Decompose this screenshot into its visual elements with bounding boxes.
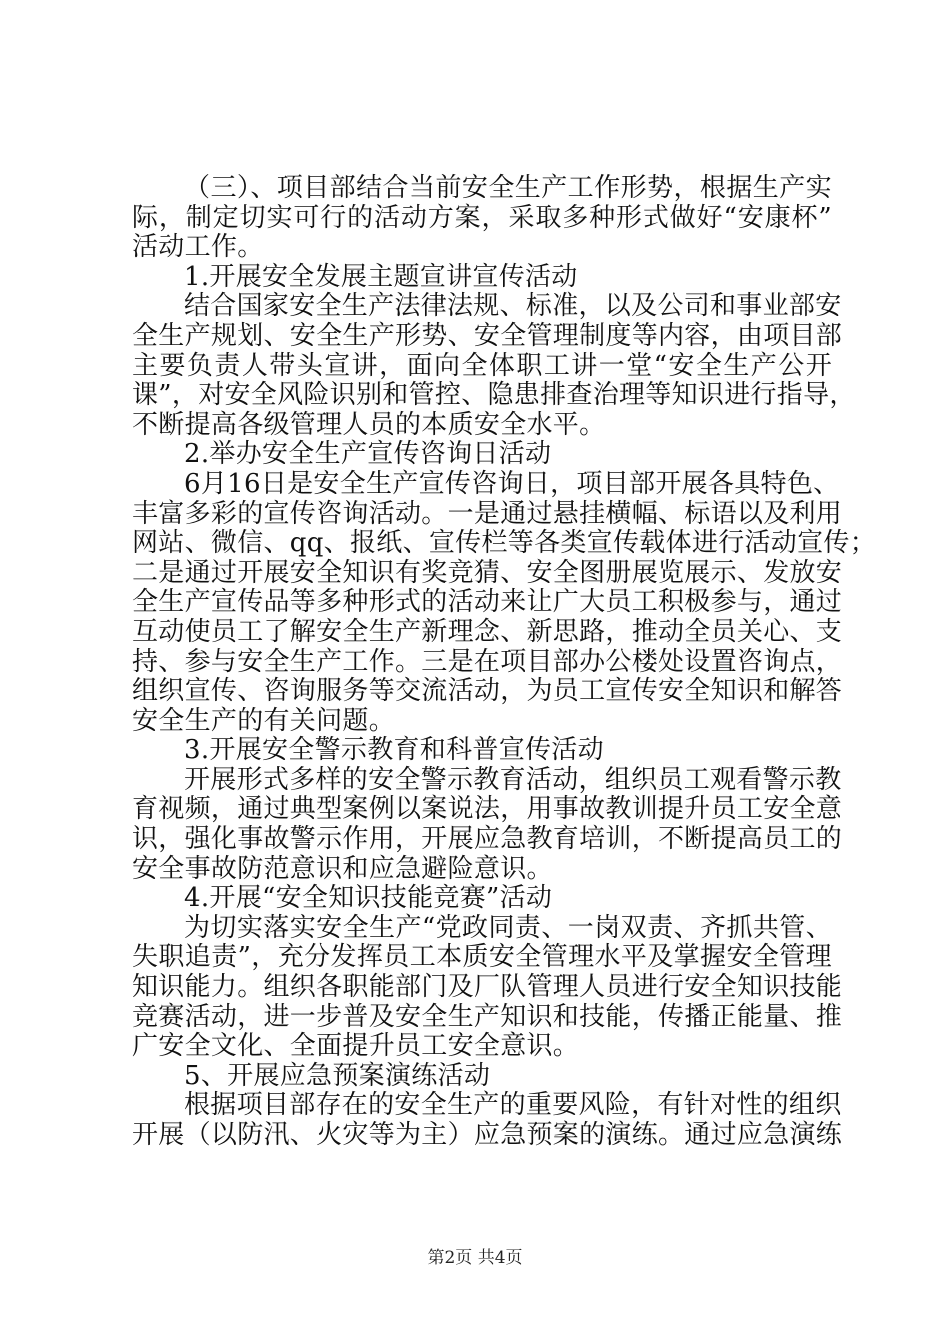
text-line: 结合国家安全生产法律法规、标准，以及公司和事业部安 [184, 291, 842, 322]
text-line: 根据项目部存在的安全生产的重要风险，有针对性的组织 [184, 1090, 842, 1121]
text-line: 际，制定切实可行的活动方案，采取多种形式做好“安康杯” [132, 202, 832, 233]
text-line: 持、参与安全生产工作。三是在项目部办公楼处设置咨询点， [132, 646, 843, 677]
text-line: 丰富多彩的宣传咨询活动。一是通过悬挂横幅、标语以及利用 [132, 498, 843, 529]
text-line: 安全事故防范意识和应急避险意识。 [132, 853, 553, 884]
page-footer: 第2页 共4页 [427, 1248, 523, 1268]
text-line: 安全生产的有关问题。 [132, 705, 396, 736]
text-line: 组织宣传、咨询服务等交流活动，为员工宣传安全知识和解答 [132, 676, 843, 707]
text-line: 知识能力。组织各职能部门及厂队管理人员进行安全知识技能 [132, 972, 843, 1003]
text-line: 3.开展安全警示教育和科普宣传活动 [184, 735, 604, 766]
text-line: 失职追责”，充分发挥员工本质安全管理水平及掌握安全管理 [132, 942, 832, 973]
text-line: 1.开展安全发展主题宣讲宣传活动 [184, 261, 578, 292]
text-line: 2.举办安全生产宣传咨询日活动 [184, 439, 552, 470]
text-line: 二是通过开展安全知识有奖竞猜、安全图册展览展示、发放安 [132, 557, 843, 588]
text-line: 活动工作。 [132, 232, 264, 263]
text-line: 主要负责人带头宣讲，面向全体职工讲一堂“安全生产公开 [132, 350, 832, 381]
text-line: 开展形式多样的安全警示教育活动，组织员工观看警示教 [184, 764, 842, 795]
text-line: 4.开展“安全知识技能竞赛”活动 [184, 883, 553, 914]
text-line: 6月16日是安全生产宣传咨询日，项目部开展各具特色、 [184, 468, 840, 499]
text-line: 全生产规划、安全生产形势、安全管理制度等内容，由项目部 [132, 320, 843, 351]
document-body [132, 173, 876, 1151]
text-line: 网站、微信、qq、报纸、宣传栏等各类宣传载体进行活动宣传； [132, 528, 876, 559]
text-line: 5、开展应急预案演练活动 [184, 1060, 491, 1091]
text-line: 识，强化事故警示作用，开展应急教育培训，不断提高员工的 [132, 824, 843, 855]
text-line: 竞赛活动，进一步普及安全生产知识和技能，传播正能量、推 [132, 1001, 843, 1032]
text-line: 课”，对安全风险识别和管控、隐患排查治理等知识进行指导， [132, 380, 856, 411]
text-line: 广安全文化、全面提升员工安全意识。 [132, 1031, 580, 1062]
text-line: 互动使员工了解安全生产新理念、新思路，推动全员关心、支 [132, 616, 843, 647]
text-line: 不断提高各级管理人员的本质安全水平。 [132, 409, 606, 440]
text-line: 全生产宣传品等多种形式的活动来让广大员工积极参与，通过 [132, 587, 843, 618]
text-line: （三）、项目部结合当前安全生产工作形势，根据生产实 [184, 173, 832, 203]
text-line: 育视频，通过典型案例以案说法，用事故教训提升员工安全意 [132, 794, 843, 825]
text-line: 为切实落实安全生产“党政同责、一岗双责、齐抓共管、 [184, 912, 832, 943]
text-line: 开展（以防汛、火灾等为主）应急预案的演练。通过应急演练 [132, 1120, 843, 1150]
